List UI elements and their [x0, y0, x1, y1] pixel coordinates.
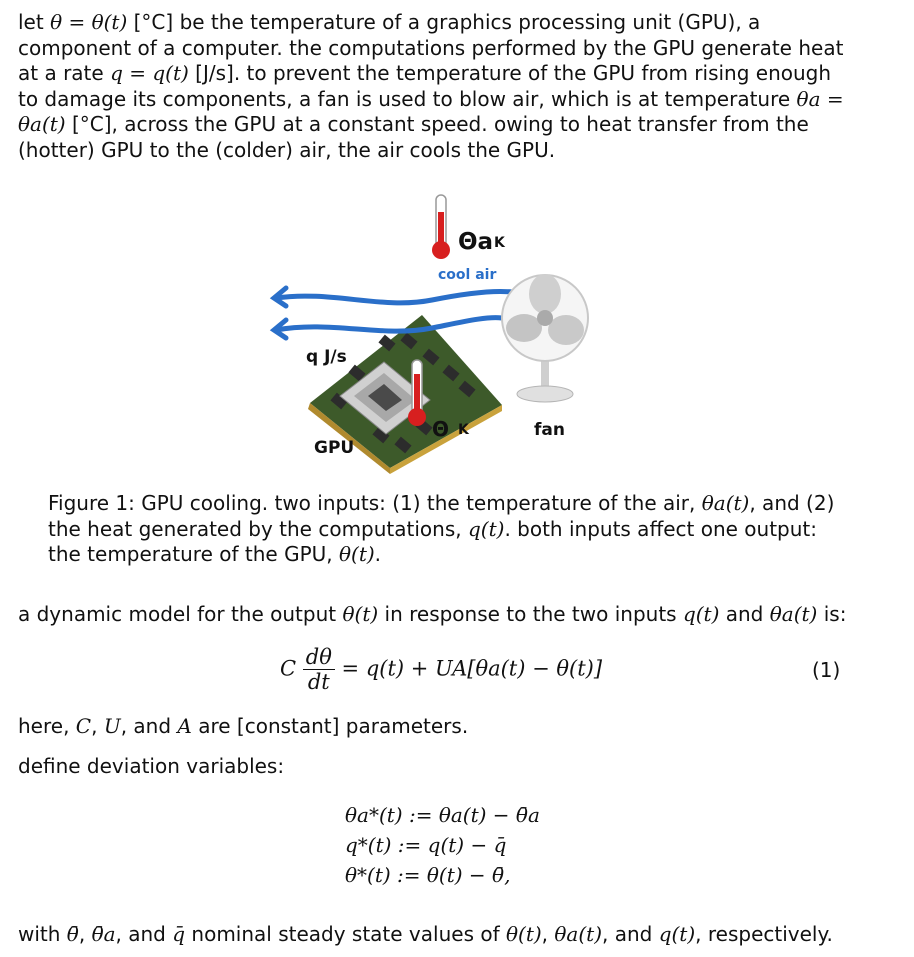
- model-intro-math-3: θa(t): [769, 602, 818, 626]
- theta-a-unit-label: K: [494, 235, 505, 251]
- intro-text-2: be the temperature of a graphics processing unit (GPU), a component of a computer. the computations performed by the GPU generate heat at a rate: [18, 10, 844, 85]
- intro-text-4: , across the GPU at a constant speed. owing to heat transfer from the (hotter) GPU to the (colder) air, the air cools the GPU.: [18, 112, 809, 162]
- closing-sep-2: ,: [541, 922, 549, 946]
- param-c: C: [75, 714, 92, 738]
- caption-text-3: . both inputs affect one output: the temperature of the GPU,: [48, 516, 817, 566]
- model-intro: [18, 602, 848, 628]
- caption-label: Figure 1:: [48, 491, 135, 515]
- caption-text-2: , and (2) the heat generated by the computations,: [48, 491, 835, 541]
- heat-rate-label: q J/s: [306, 347, 347, 367]
- closing-math-2: θ̄a: [91, 922, 116, 946]
- params-text-1: here,: [18, 714, 70, 738]
- intro-unit-celsius: [°C]: [133, 10, 174, 34]
- intro-math-theta: θ = θ(t): [50, 10, 128, 34]
- equation-1: [280, 645, 602, 694]
- intro-unit-celsius-2: [°C]: [71, 112, 112, 136]
- deviation-q: q*(t) := q(t) − q̄: [345, 833, 507, 857]
- closing-text-3: nominal steady state values of: [191, 922, 500, 946]
- closing-text-5: , respectively.: [695, 922, 833, 946]
- params-text-2: , and: [120, 714, 172, 738]
- caption-text-4: .: [374, 542, 382, 566]
- fan-label: fan: [534, 420, 565, 440]
- cool-air-label: cool air: [438, 267, 497, 283]
- intro-text-3: . to prevent the temperature of the GPU from rising enough to damage its components, a fan is used to blow air, which is at temperature: [18, 61, 832, 111]
- deviation-theta-a: θa*(t) := θa(t) − θ̄a: [345, 803, 540, 827]
- model-intro-math-1: θ(t): [342, 602, 379, 626]
- derivative-fraction: [303, 645, 335, 694]
- intro-math-theta-a: θa = θa(t): [18, 86, 844, 136]
- closing-text-1: with: [18, 922, 61, 946]
- model-intro-text-2: in response to the two inputs: [384, 602, 677, 626]
- theta-unit-label: K: [458, 422, 469, 438]
- model-intro-math-2: q(t): [682, 602, 720, 626]
- closing-sentence: [18, 922, 848, 948]
- figure-caption: [48, 491, 846, 568]
- params-text-3: are [constant] parameters.: [198, 714, 469, 738]
- closing-math-6: q(t): [658, 922, 696, 946]
- deviation-theta: θ*(t) := θ(t) − θ̄,: [345, 863, 511, 887]
- model-intro-text-4: is:: [823, 602, 847, 626]
- closing-math-4: θ(t): [505, 922, 542, 946]
- closing-sep-1: ,: [78, 922, 86, 946]
- gpu-cooling-figure: [262, 190, 607, 480]
- params-sep-1: ,: [91, 714, 98, 738]
- air-thermometer-icon: [432, 195, 450, 259]
- intro-math-q: q = q(t): [110, 61, 189, 85]
- deviation-intro: define deviation variables:: [18, 754, 285, 778]
- param-a: A: [177, 714, 192, 738]
- airflow-arrows: [274, 288, 512, 338]
- intro-text-1: let: [18, 10, 44, 34]
- parameters-sentence: [18, 714, 848, 740]
- fan-illustration: [502, 274, 588, 402]
- caption-math-3: θ(t): [338, 542, 375, 566]
- theta-a-label: Θa: [458, 229, 494, 255]
- theta-label: Θ: [432, 417, 450, 441]
- deviation-equations: [345, 800, 540, 890]
- equation-1-c: C: [280, 656, 297, 681]
- closing-text-4: , and: [602, 922, 653, 946]
- model-intro-text-1: a dynamic model for the output: [18, 602, 337, 626]
- equation-1-number: (1): [812, 658, 841, 682]
- caption-math-2: q(t): [467, 516, 505, 541]
- gpu-label: GPU: [314, 438, 355, 458]
- fraction-numerator: dθ: [303, 645, 335, 670]
- intro-unit-js: [J/s]: [195, 61, 234, 85]
- caption-text-1: GPU cooling. two inputs: (1) the temperature of the air,: [141, 491, 696, 515]
- intro-paragraph: [18, 10, 848, 163]
- model-intro-text-3: and: [725, 602, 764, 626]
- param-u: U: [103, 714, 121, 738]
- equation-1-rhs: = q(t) + UA[θa(t) − θ(t)]: [341, 656, 603, 681]
- closing-math-1: θ̄: [66, 922, 79, 946]
- fraction-denominator: dt: [307, 670, 330, 694]
- closing-text-2: , and: [115, 922, 166, 946]
- closing-math-5: θa(t): [554, 922, 602, 946]
- closing-math-3: q̄: [172, 922, 186, 946]
- caption-math-1: θa(t): [701, 491, 750, 515]
